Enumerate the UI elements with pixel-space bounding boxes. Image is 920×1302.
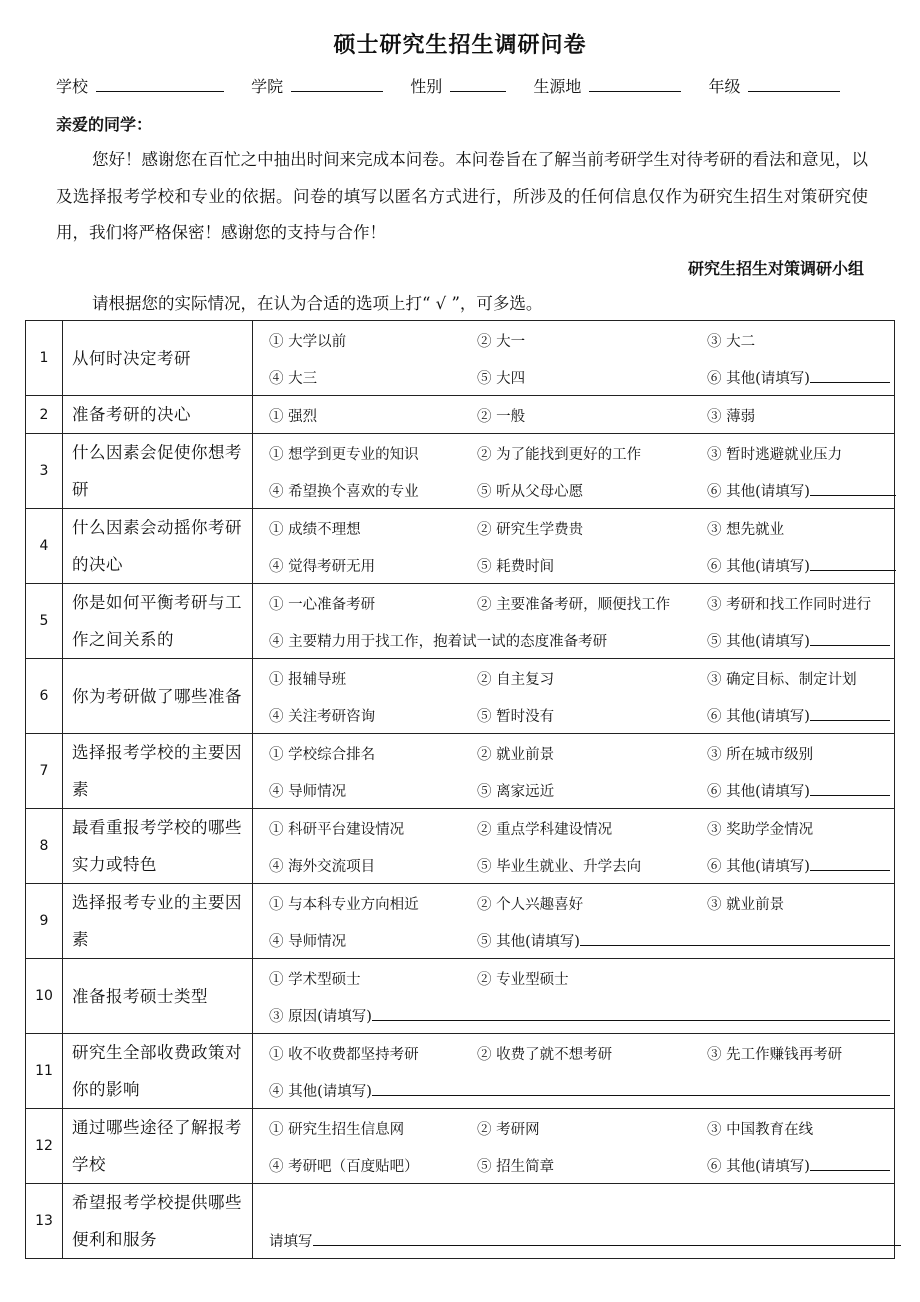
option-item[interactable]: [707, 705, 890, 726]
option-item[interactable]: [477, 1118, 540, 1139]
option-line: [261, 1034, 886, 1071]
instruction: 请根据您的实际情况，在认为合适的选项上打“ √ ”，可多选。: [92, 294, 543, 313]
option-label: ④ 考研吧（百度贴吧）: [269, 1159, 419, 1175]
option-item[interactable]: [477, 405, 525, 426]
option-line: [261, 1146, 886, 1183]
option-item[interactable]: [269, 780, 346, 801]
question-options: [253, 1109, 895, 1184]
option-item[interactable]: [269, 705, 375, 726]
option-label: ③ 先工作赚钱再考研: [707, 1047, 843, 1063]
option-label: ③ 想先就业: [707, 522, 785, 538]
question-options: [253, 396, 895, 434]
option-label: ④ 导师情况: [269, 934, 347, 950]
option-label: ① 与本科专业方向相近: [269, 897, 419, 913]
option-label: ⑤ 耗费时间: [477, 559, 555, 575]
question-row: [26, 809, 895, 884]
option-label: ⑤ 大四: [477, 371, 526, 387]
option-label: ④ 觉得考研无用: [269, 559, 376, 575]
option-label: ④ 主要精力用于找工作，抱着试一试的态度准备考研: [269, 634, 608, 650]
school-label: 学校: [56, 77, 89, 96]
option-item[interactable]: [477, 367, 525, 388]
question-row: [26, 959, 895, 1034]
question-text: 你是如何平衡考研与工作之间关系的: [63, 584, 253, 659]
option-item[interactable]: [269, 405, 317, 426]
option-item[interactable]: [477, 668, 554, 689]
question-row: [26, 1109, 895, 1184]
question-options: [253, 584, 895, 659]
question-text: 你为考研做了哪些准备: [63, 659, 253, 734]
question-options: [253, 434, 895, 509]
option-label: ① 大学以前: [269, 334, 347, 350]
question-options: [253, 959, 895, 1034]
question-row: [26, 434, 895, 509]
question-row: [26, 1184, 895, 1259]
option-line: [261, 1109, 886, 1146]
option-item[interactable]: [707, 630, 890, 651]
question-row: [26, 396, 895, 434]
question-text: 什么因素会促使你想考研: [63, 434, 253, 509]
option-item[interactable]: [477, 593, 670, 614]
question-row: [26, 584, 895, 659]
option-label: ⑤ 离家远近: [477, 784, 555, 800]
option-label: ③ 原因(请填写): [269, 1009, 372, 1025]
option-item[interactable]: [707, 1118, 813, 1139]
option-line: [261, 846, 886, 883]
option-line: [261, 921, 886, 958]
option-label: ③ 中国教育在线: [707, 1122, 814, 1138]
option-label: ⑤ 毕业生就业、升学去向: [477, 859, 642, 875]
question-number: 11: [26, 1034, 63, 1109]
question-text: 从何时决定考研: [63, 321, 253, 396]
question-number: 10: [26, 959, 63, 1034]
option-item[interactable]: [269, 668, 346, 689]
option-item[interactable]: [707, 1155, 890, 1176]
option-item[interactable]: [707, 367, 890, 388]
option-label: ② 大一: [477, 334, 526, 350]
option-item[interactable]: [269, 855, 375, 876]
option-item[interactable]: [477, 1155, 554, 1176]
option-item[interactable]: [269, 630, 607, 651]
option-label: ④ 关注考研咨询: [269, 709, 376, 725]
option-label: ② 重点学科建设情况: [477, 822, 613, 838]
origin-blank[interactable]: [589, 77, 681, 92]
question-row: [26, 884, 895, 959]
fill-in-blank[interactable]: [810, 705, 890, 721]
option-line: [261, 621, 886, 658]
option-label: ② 个人兴趣喜好: [477, 897, 584, 913]
fill-in-blank[interactable]: [810, 1155, 890, 1171]
option-label: ① 研究生招生信息网: [269, 1122, 405, 1138]
option-label: ④ 其他(请填写): [269, 1084, 372, 1100]
fill-in-blank[interactable]: [810, 555, 896, 571]
option-item[interactable]: [707, 480, 896, 501]
question-row: [26, 1034, 895, 1109]
option-label: ⑤ 招生简章: [477, 1159, 555, 1175]
option-label: ① 学校综合排名: [269, 747, 376, 763]
option-label: ② 考研网: [477, 1122, 540, 1138]
signature: 研究生招生对策调研小组: [687, 259, 864, 278]
option-label: ⑤ 其他(请填写): [477, 934, 580, 950]
option-item[interactable]: [707, 555, 896, 576]
option-item[interactable]: [477, 518, 583, 539]
option-item[interactable]: [269, 1155, 419, 1176]
option-label: ③ 所在城市级别: [707, 747, 814, 763]
question-text: 准备报考硕士类型: [63, 959, 253, 1034]
greeting: 亲爱的同学：: [56, 115, 153, 134]
fill-in-blank[interactable]: [810, 630, 890, 646]
option-item[interactable]: [269, 1043, 419, 1064]
option-line: [261, 434, 886, 471]
option-line: [261, 546, 886, 583]
option-item[interactable]: [477, 443, 641, 464]
question-options: [253, 809, 895, 884]
option-label: ① 强烈: [269, 409, 318, 425]
option-item[interactable]: [477, 818, 612, 839]
option-label: ⑥ 其他(请填写): [707, 859, 810, 875]
question-text: 选择报考专业的主要因素: [63, 884, 253, 959]
option-label: ① 想学到更专业的知识: [269, 447, 419, 463]
option-item[interactable]: [477, 1043, 612, 1064]
option-label: ② 研究生学费贵: [477, 522, 584, 538]
option-item[interactable]: [477, 743, 554, 764]
option-item[interactable]: [707, 668, 857, 689]
origin-label: 生源地: [533, 77, 582, 96]
option-item[interactable]: [707, 593, 871, 614]
option-label: 请填写: [269, 1234, 313, 1250]
option-item[interactable]: [269, 1118, 404, 1139]
option-item[interactable]: [477, 930, 890, 951]
option-item[interactable]: [269, 555, 375, 576]
option-label: ② 一般: [477, 409, 526, 425]
question-options: [253, 1184, 895, 1259]
option-label: ③ 考研和找工作同时进行: [707, 597, 872, 613]
option-label: ⑤ 听从父母心愿: [477, 484, 584, 500]
option-item[interactable]: [269, 818, 404, 839]
option-line: [261, 996, 886, 1033]
option-label: ③ 确定目标、制定计划: [707, 672, 857, 688]
question-row: [26, 659, 895, 734]
option-line: [261, 396, 886, 433]
option-item[interactable]: [269, 743, 375, 764]
question-options: [253, 321, 895, 396]
option-item[interactable]: [269, 367, 317, 388]
option-line: [261, 771, 886, 808]
option-line: [261, 471, 886, 508]
option-item[interactable]: [269, 893, 419, 914]
option-line: [261, 584, 886, 621]
question-number: 12: [26, 1109, 63, 1184]
option-item[interactable]: [269, 1005, 890, 1026]
option-line: [261, 321, 886, 358]
option-label: ③ 暂时逃避就业压力: [707, 447, 843, 463]
option-item[interactable]: [707, 818, 813, 839]
respondent-info-row: [56, 74, 862, 97]
option-item[interactable]: [269, 968, 361, 989]
option-line: [261, 809, 886, 846]
option-line: [261, 884, 886, 921]
option-line: [261, 696, 886, 733]
option-label: ② 专业型硕士: [477, 972, 569, 988]
option-label: ⑥ 其他(请填写): [707, 709, 810, 725]
option-item[interactable]: [477, 705, 554, 726]
college-blank[interactable]: [291, 77, 383, 92]
option-line: [261, 959, 886, 996]
question-number: 13: [26, 1184, 63, 1259]
question-text: 研究生全部收费政策对你的影响: [63, 1034, 253, 1109]
question-options: [253, 659, 895, 734]
question-number: 3: [26, 434, 63, 509]
question-number: 8: [26, 809, 63, 884]
grade-label: 年级: [708, 77, 741, 96]
option-line: [261, 1221, 886, 1258]
option-item[interactable]: [269, 593, 375, 614]
question-text: 准备考研的决心: [63, 396, 253, 434]
option-item[interactable]: [477, 330, 525, 351]
option-item[interactable]: [269, 518, 361, 539]
option-item[interactable]: [269, 330, 346, 351]
option-item[interactable]: [707, 443, 842, 464]
question-number: 7: [26, 734, 63, 809]
option-item[interactable]: [707, 743, 813, 764]
fill-in-blank[interactable]: [810, 480, 896, 496]
option-item[interactable]: [707, 1043, 842, 1064]
question-number: 1: [26, 321, 63, 396]
option-item[interactable]: [477, 480, 583, 501]
option-label: ⑥ 其他(请填写): [707, 371, 810, 387]
question-text: 选择报考学校的主要因素: [63, 734, 253, 809]
question-number: 4: [26, 509, 63, 584]
option-item[interactable]: [707, 405, 755, 426]
option-label: ① 科研平台建设情况: [269, 822, 405, 838]
page-title: 硕士研究生招生调研问卷: [333, 32, 587, 58]
question-text: 最看重报考学校的哪些实力或特色: [63, 809, 253, 884]
fill-in-blank[interactable]: [313, 1230, 901, 1246]
question-row: [26, 321, 895, 396]
question-text: 希望报考学校提供哪些便利和服务: [63, 1184, 253, 1259]
question-text: 什么因素会动摇你考研的决心: [63, 509, 253, 584]
fill-in-blank[interactable]: [580, 930, 890, 946]
option-label: ② 就业前景: [477, 747, 555, 763]
option-label: ③ 就业前景: [707, 897, 785, 913]
option-item[interactable]: [477, 968, 569, 989]
option-label: ⑥ 其他(请填写): [707, 784, 810, 800]
option-line: [261, 1184, 886, 1221]
intro-paragraph: 您好！感谢您在百忙之中抽出时间来完成本问卷。本问卷旨在了解当前考研学生对待考研的看法和意见，以及选择报考学校和专业的依据。问卷的填写以匿名方式进行，所涉及的任何信息仅作为研究生招生对策研究使用，我们将严格保密！感谢您的支持与合作！: [56, 150, 868, 242]
question-row: [26, 509, 895, 584]
option-item[interactable]: [707, 330, 755, 351]
question-options: [253, 509, 895, 584]
question-number: 2: [26, 396, 63, 434]
fill-in-blank[interactable]: [372, 1005, 890, 1021]
question-options: [253, 1034, 895, 1109]
option-item[interactable]: [269, 480, 419, 501]
question-options: [253, 884, 895, 959]
gender-label: 性别: [410, 77, 443, 96]
question-number: 9: [26, 884, 63, 959]
option-label: ⑥ 其他(请填写): [707, 1159, 810, 1175]
option-item[interactable]: [707, 855, 890, 876]
option-item[interactable]: [477, 780, 554, 801]
option-label: ② 主要准备考研，顺便找工作: [477, 597, 671, 613]
option-label: ① 报辅导班: [269, 672, 347, 688]
option-line: [261, 659, 886, 696]
option-label: ① 一心准备考研: [269, 597, 376, 613]
option-item[interactable]: [477, 855, 641, 876]
option-line: [261, 358, 886, 395]
option-label: ③ 奖助学金情况: [707, 822, 814, 838]
question-table: [25, 320, 895, 1259]
option-label: ⑥ 其他(请填写): [707, 484, 810, 500]
question-number: 5: [26, 584, 63, 659]
option-label: ③ 薄弱: [707, 409, 756, 425]
option-line: [261, 509, 886, 546]
option-label: ④ 海外交流项目: [269, 859, 376, 875]
fill-in-blank[interactable]: [810, 780, 890, 796]
option-label: ① 收不收费都坚持考研: [269, 1047, 419, 1063]
option-item[interactable]: [269, 1080, 890, 1101]
option-label: ② 自主复习: [477, 672, 555, 688]
fill-in-blank[interactable]: [810, 367, 890, 383]
option-label: ③ 大二: [707, 334, 756, 350]
option-item[interactable]: [477, 893, 583, 914]
question-row: [26, 734, 895, 809]
option-item[interactable]: [269, 1230, 901, 1251]
school-blank[interactable]: [96, 77, 224, 92]
option-label: ④ 导师情况: [269, 784, 347, 800]
option-item[interactable]: [269, 930, 346, 951]
option-label: ② 为了能找到更好的工作: [477, 447, 642, 463]
option-label: ⑤ 暂时没有: [477, 709, 555, 725]
fill-in-blank[interactable]: [372, 1080, 890, 1096]
option-item[interactable]: [707, 518, 784, 539]
college-label: 学院: [251, 77, 284, 96]
option-item[interactable]: [269, 443, 419, 464]
option-item[interactable]: [707, 780, 890, 801]
option-line: [261, 734, 886, 771]
question-text: 通过哪些途径了解报考学校: [63, 1109, 253, 1184]
option-label: ⑥ 其他(请填写): [707, 559, 810, 575]
option-item[interactable]: [707, 893, 784, 914]
grade-blank[interactable]: [748, 77, 840, 92]
option-line: [261, 1071, 886, 1108]
question-number: 6: [26, 659, 63, 734]
fill-in-blank[interactable]: [810, 855, 890, 871]
option-label: ④ 希望换个喜欢的专业: [269, 484, 419, 500]
option-label: ④ 大三: [269, 371, 318, 387]
option-label: ① 学术型硕士: [269, 972, 361, 988]
option-label: ⑤ 其他(请填写): [707, 634, 810, 650]
option-label: ② 收费了就不想考研: [477, 1047, 613, 1063]
question-options: [253, 734, 895, 809]
option-label: ① 成绩不理想: [269, 522, 361, 538]
gender-blank[interactable]: [450, 77, 506, 92]
option-item[interactable]: [477, 555, 554, 576]
